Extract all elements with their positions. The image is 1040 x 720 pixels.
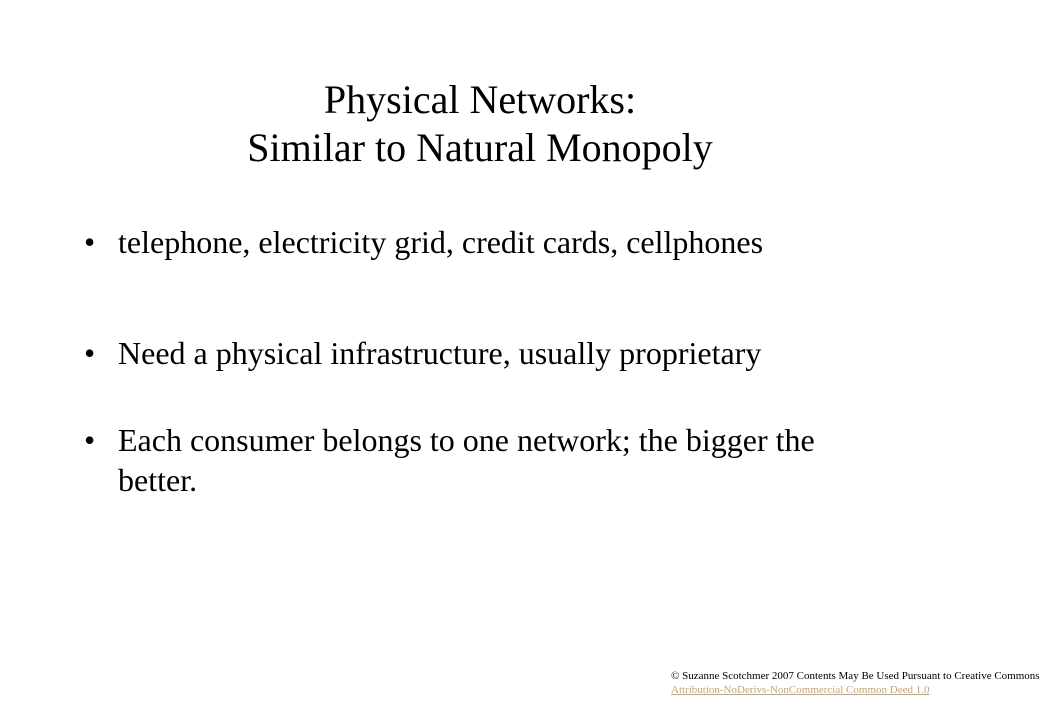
bullet-item-infrastructure [84, 333, 884, 373]
slide-title [0, 76, 960, 172]
slide-title-line-2: Similar to Natural Monopoly [247, 125, 713, 170]
bullet-text: Each consumer belongs to one network; the bigger the better. [118, 422, 815, 498]
bullet-dot-icon: • [84, 224, 96, 260]
slide-title-line-1: Physical Networks: [323, 77, 637, 122]
bullet-dot-icon: • [84, 335, 96, 371]
bullet-item-telephone [84, 222, 884, 262]
bullet-text: telephone, electricity grid, credit cards, cellphones [118, 224, 764, 260]
bullet-item-consumer-network [84, 420, 884, 500]
license-link[interactable]: Attribution-NoDerivs-NonCommercial Common Deed 1.0 [671, 684, 930, 696]
copyright-notice: © Suzanne Scotchmer 2007 Contents May Be Used Pursuant to Creative Commons [671, 670, 1040, 682]
bullet-dot-icon: • [84, 422, 96, 458]
bullet-text: Need a physical infrastructure, usually proprietary [118, 335, 762, 371]
slide-footer [671, 669, 1040, 697]
